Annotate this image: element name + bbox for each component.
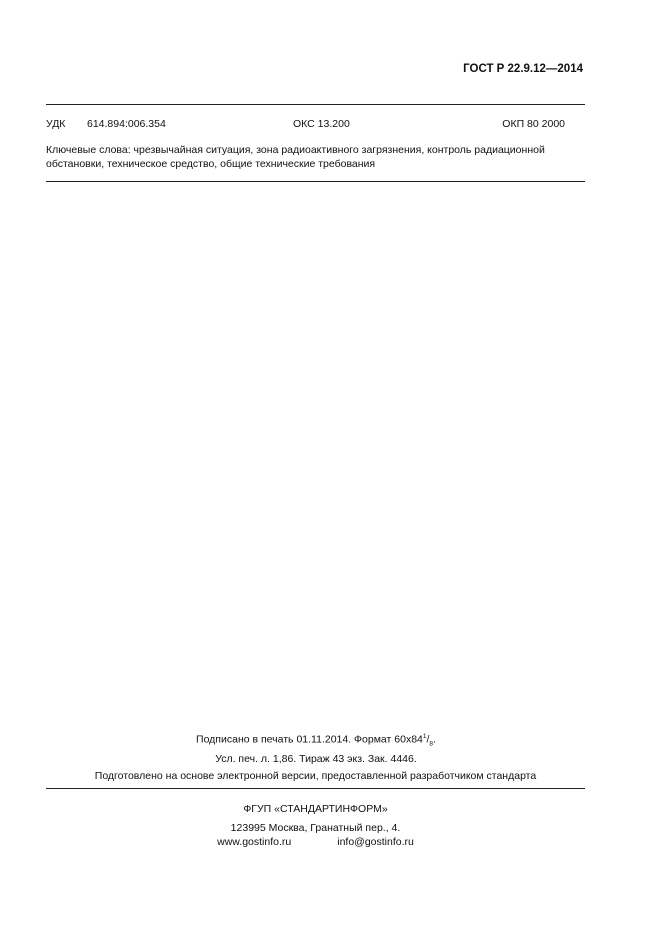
udk-value: 614.894:006.354 xyxy=(87,118,166,130)
publisher-contacts xyxy=(46,836,585,848)
email-link[interactable]: info@gostinfo.ru xyxy=(337,836,414,848)
format-denominator: 8 xyxy=(429,740,434,748)
oks-code: ОКС 13.200 xyxy=(293,118,350,130)
standard-code: ГОСТ Р 22.9.12—2014 xyxy=(463,63,583,75)
signed-text: Подписано в печать 01.11.2014. Формат 60x84 xyxy=(196,733,423,746)
prepared-note: Подготовлено на основе электронной версии, предоставленной разработчиком стандарта xyxy=(94,770,537,782)
format-end: . xyxy=(433,733,436,746)
keywords-text: Ключевые слова: чрезвычайная ситуация, зона радиоактивного загрязнения, контроль радиационной обстановки, техническое средство, общие технические требования xyxy=(46,144,545,170)
print-sheets: Усл. печ. л. 1,86. Тираж 43 экз. Зак. 4446. xyxy=(215,753,417,765)
top-divider xyxy=(46,104,585,105)
imprint-divider xyxy=(46,788,585,789)
signed-for-print: Подписано в печать 01.11.2014. Формат $60x84^1/_8$. xyxy=(196,733,436,748)
publisher-name: ФГУП «СТАНДАРТИНФОРМ» xyxy=(243,803,388,815)
website-link[interactable]: www.gostinfo.ru xyxy=(217,836,292,848)
okp-code: ОКП 80 2000 xyxy=(502,118,565,130)
format-numerator: 1 xyxy=(422,733,427,740)
publisher-address: 123995 Москва, Гранатный пер., 4. xyxy=(230,822,401,834)
udk-label: УДК xyxy=(46,118,66,130)
keywords-divider xyxy=(46,181,585,182)
